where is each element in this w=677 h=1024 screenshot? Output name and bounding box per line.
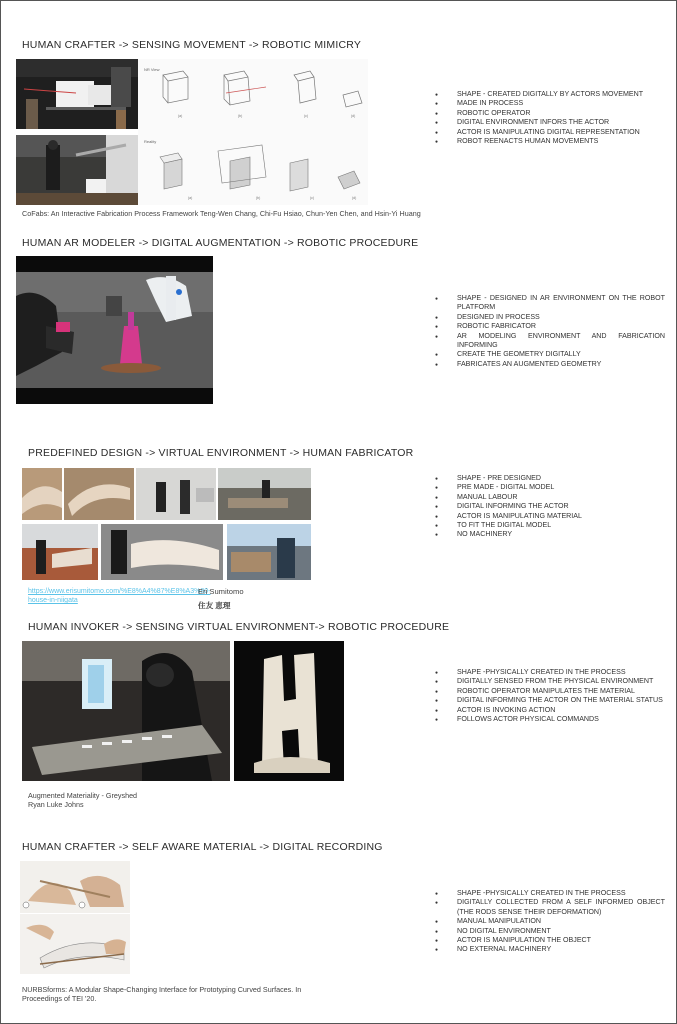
bullet: ● SHAPE - DESIGNED IN AR ENVIRONMENT ON THE ROBOT PLATFORM xyxy=(457,294,665,313)
section-1-photo-actor-robot xyxy=(16,135,138,205)
bullet: ● MANUAL LABOUR xyxy=(457,493,665,502)
bullet: ● ACTOR IS MANIPULATING DIGITAL REPRESENTATION xyxy=(457,128,665,137)
bullet: ● ACTOR IS MANIPULATING MATERIAL xyxy=(457,512,665,521)
section-3-author: Eri Sumitomo xyxy=(198,587,244,596)
bullet: ● ROBOTIC FABRICATOR xyxy=(457,322,665,331)
section-3-photo-4 xyxy=(218,468,311,520)
section-3-photo-2 xyxy=(64,468,134,520)
bullet: ● DESIGNED IN PROCESS xyxy=(457,313,665,322)
section-2-photo-ar-robot xyxy=(16,256,213,404)
section-3-photo-3 xyxy=(136,468,216,520)
section-5-title: HUMAN CRAFTER -> SELF AWARE MATERIAL -> DIGITAL RECORDING xyxy=(22,841,383,853)
bullet: ● MADE IN PROCESS xyxy=(457,99,665,108)
bullet: ● SHAPE -PHYSICALLY CREATED IN THE PROCESS xyxy=(457,668,665,677)
bullet: ● NO EXTERNAL MACHINERY xyxy=(457,945,665,954)
section-3-bullets xyxy=(433,474,665,540)
bullet: ● TO FIT THE DIGITAL MODEL xyxy=(457,521,665,530)
section-4-title: HUMAN INVOKER -> SENSING VIRTUAL ENVIRONMENT-> ROBOTIC PROCEDURE xyxy=(28,621,450,633)
section-1-photo-robot-workshop xyxy=(16,59,138,129)
section-3-photo-1 xyxy=(22,468,62,520)
section-1-caption: CoFabs: An Interactive Fabrication Process Framework Teng-Wen Chang, Chi-Fu Hsiao, Chun-Yen Chen, and Hsin-Yi Huang xyxy=(22,209,421,218)
section-3-photo-7 xyxy=(227,524,311,580)
section-3-photo-5 xyxy=(22,524,98,580)
diagram-letter-b-top: (b) xyxy=(238,114,243,118)
section-1-title: HUMAN CRAFTER -> SENSING MOVEMENT -> ROBOTIC MIMICRY xyxy=(22,39,362,51)
bullet: ● NO DIGITAL ENVIRONMENT xyxy=(457,927,665,936)
section-4-bullets xyxy=(433,668,665,724)
diagram-letter-a-top: (a) xyxy=(178,114,183,118)
bullet: ● FOLLOWS ACTOR PHYSICAL COMMANDS xyxy=(457,715,665,724)
section-5-caption: NURBSforms: A Modular Shape-Changing Interface for Prototyping Curved Surfaces. In Proceedings of TEI '20. xyxy=(22,985,302,1003)
bullet: ● PRE MADE - DIGITAL MODEL xyxy=(457,483,665,492)
bullet: ● AR MODELING ENVIRONMENT AND FABRICATION INFORMING xyxy=(457,332,665,351)
diagram-letter-c-bottom: (c) xyxy=(310,196,315,200)
diagram-letter-d-top: (d) xyxy=(351,114,356,118)
bullet: ● DIGITALLY COLLECTED FROM A SELF INFORMED OBJECT (THE RODS SENSE THEIR DEFORMATION) xyxy=(457,898,665,917)
bullet: ● DIGITAL INFORMING THE ACTOR ON THE MATERIAL STATUS xyxy=(457,696,665,705)
bullet: ● FABRICATES AN AUGMENTED GEOMETRY xyxy=(457,360,665,369)
bullet: ● NO MACHINERY xyxy=(457,530,665,539)
bullet: ● SHAPE - CREATED DIGITALLY BY ACTORS MOVEMENT xyxy=(457,90,665,99)
bullet: ● SHAPE - PRE DESIGNED xyxy=(457,474,665,483)
section-1-diagram-views xyxy=(138,59,368,205)
diagram-label-nr-view: NR View xyxy=(144,67,160,72)
section-5-photo-hands-1 xyxy=(20,861,130,913)
diagram-letter-c-top: (c) xyxy=(304,114,309,118)
section-4-photo-sculpture xyxy=(234,641,344,781)
diagram-letter-b-bottom: (b) xyxy=(256,196,261,200)
bullet: ● ROBOTIC OPERATOR MANIPULATES THE MATERIAL xyxy=(457,687,665,696)
bullet: ● MANUAL MANIPULATION xyxy=(457,917,665,926)
bullet: ● ROBOT REENACTS HUMAN MOVEMENTS xyxy=(457,137,665,146)
section-5-bullets xyxy=(433,889,665,955)
section-3-source-link[interactable]: https://www.erisumitomo.com/%E8%A4%87%E8%A3%80-house-in-niigata xyxy=(28,588,211,604)
diagram-letter-d-bottom: (d) xyxy=(352,196,357,200)
bullet: ● DIGITAL INFORMING THE ACTOR xyxy=(457,502,665,511)
section-2-title: HUMAN AR MODELER -> DIGITAL AUGMENTATION -> ROBOTIC PROCEDURE xyxy=(22,237,419,249)
bullet: ● DIGITALLY SENSED FROM THE PHYSICAL ENVIRONMENT xyxy=(457,677,665,686)
section-4-caption: Augmented Materiality - Greyshed Ryan Luke Johns xyxy=(28,791,138,809)
section-5-photo-hands-2 xyxy=(20,914,130,974)
section-3-author-jp: 住友 恵理 xyxy=(198,601,231,610)
bullet: ● ACTOR IS MANIPULATION THE OBJECT xyxy=(457,936,665,945)
section-2-bullets xyxy=(433,294,665,369)
bullet: ● SHAPE -PHYSICALLY CREATED IN THE PROCESS xyxy=(457,889,665,898)
diagram-label-reality: Reality xyxy=(144,139,157,144)
bullet: ● ACTOR IS INVOKING ACTION xyxy=(457,706,665,715)
bullet: ● ROBOTIC OPERATOR xyxy=(457,109,665,118)
section-3-photo-6 xyxy=(101,524,223,580)
section-4-photo-invoker xyxy=(22,641,230,781)
bullet: ● CREATE THE GEOMETRY DIGITALLY xyxy=(457,350,665,359)
section-1-bullets xyxy=(433,90,665,146)
section-3-title: PREDEFINED DESIGN -> VIRTUAL ENVIRONMENT -> HUMAN FABRICATOR xyxy=(28,447,414,459)
diagram-letter-a-bottom: (a) xyxy=(188,196,193,200)
bullet: ● DIGITAL ENVIRONMENT INFORS THE ACTOR xyxy=(457,118,665,127)
